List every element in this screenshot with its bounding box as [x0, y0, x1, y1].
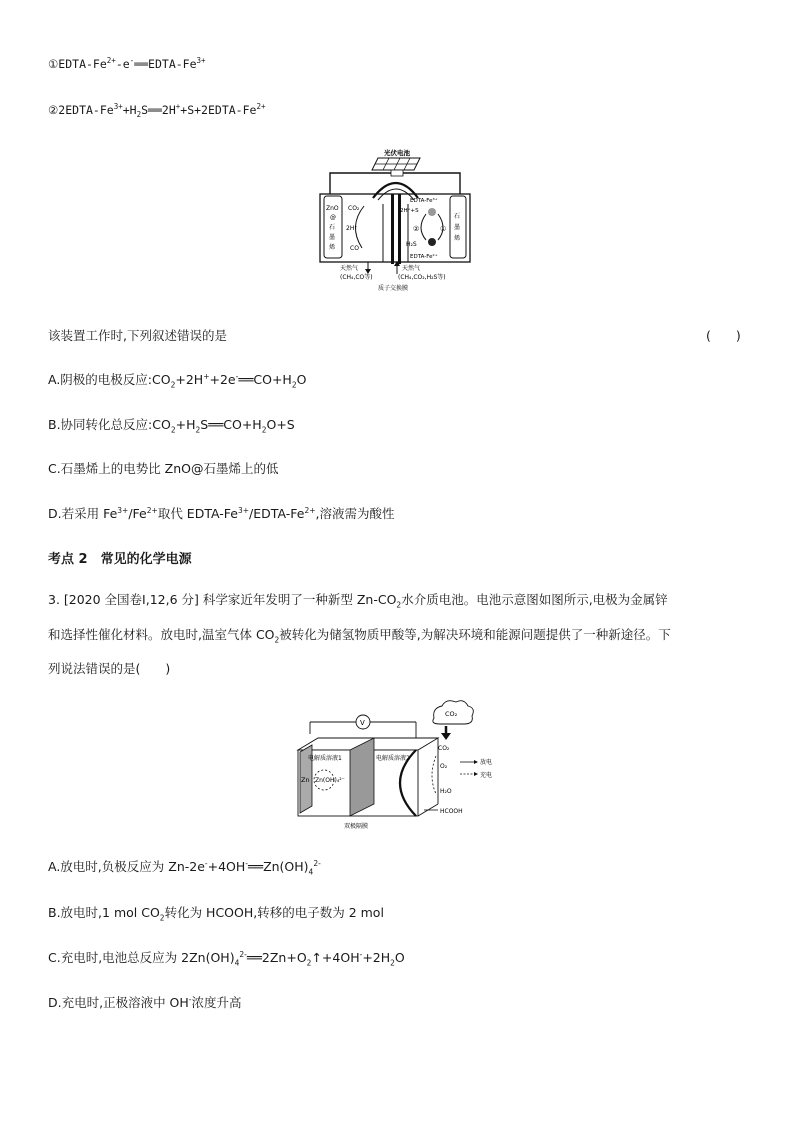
o2-label: O₂ — [440, 763, 448, 770]
sol2-label: 电解质溶液2 — [376, 755, 410, 762]
right-electrode-2: 墨 — [454, 224, 461, 231]
q2-option-c[interactable]: C.石墨烯上的电势比 ZnO@石墨烯上的低 — [48, 461, 279, 476]
cloud-co2: CO₂ — [445, 710, 458, 718]
membrane2-label: 双极隔膜 — [344, 823, 369, 830]
two-h-s-label: 2H⁺+S — [400, 208, 419, 214]
solar-label: 光伏电池 — [384, 149, 410, 157]
right-electrode-3: 烯 — [454, 235, 461, 242]
membrane-label: 质子交换膜 — [378, 285, 409, 292]
co2-right: CO₂ — [438, 745, 450, 752]
voltmeter-label: V — [360, 719, 365, 727]
reaction-1: ①EDTA-$Fe^{2+}-e^-══EDTA-Fe^{3+}$ — [48, 56, 206, 71]
gas-left-2: (CH₄,CO等) — [340, 274, 373, 281]
edta3-label: EDTA-Fe³⁺ — [410, 198, 438, 204]
left-electrode-3: 石 — [329, 224, 336, 231]
gas-right-1: 天然气 — [402, 265, 421, 272]
q3-option-b[interactable]: B.放电时,1 mol $CO_2$转化为 HCOOH,转移的电子数为 2 mol — [48, 905, 384, 923]
circle-2-label: ② — [413, 225, 420, 233]
q3-option-c[interactable]: C.充电时,电池总反应为 $2Zn(OH)_4^{2-}══2Zn+O_2↑+4OH^-+2H_2O$ — [48, 949, 405, 968]
q2-option-a[interactable]: A.阴极的电极反应$:CO_2+2H^++2e^-══CO+H_2O$ — [48, 371, 307, 390]
battery-diagram — [288, 698, 504, 832]
hcooh-label: HCOOH — [440, 808, 463, 815]
reaction-2: $②2EDTA-Fe^{3+}+H_2S══2H^++S+2EDTA-Fe^{2+}$ — [48, 102, 266, 120]
gas-right-2: (CH₄,CO₂,H₂S等) — [398, 274, 446, 281]
q3-option-d[interactable]: D.充电时,正极溶液中 OH-浓度升高 — [48, 994, 242, 1010]
left-electrode-2: @ — [330, 214, 336, 221]
gas-left-1: 天然气 — [340, 265, 359, 272]
discharge-label: 放电 — [480, 759, 493, 766]
answer-bracket: ( ) — [706, 328, 741, 343]
h2s-label: H₂S — [406, 241, 417, 248]
q2-option-d[interactable]: D.若采用 $Fe^{3+}/Fe^{2+}$取代 EDTA-$Fe^{3+}/EDTA-Fe^{2+}$,溶液需为酸性 — [48, 505, 395, 521]
right-electrode-1: 石 — [454, 213, 461, 220]
zn-label: Zn — [301, 776, 310, 784]
left-electrode-4: 墨 — [329, 234, 336, 241]
electrolysis-diagram — [318, 148, 478, 296]
znoh-label: Zn(OH)₄²⁻ — [315, 777, 345, 784]
q3-stem: 3. [2020 全国卷Ⅰ,12,6 分] 科学家近年发明了一种新型 $Zn-CO_2$水介质电池。电池示意图如图所示,电极为金属锌 和选择性催化材料。放电时,温室气体 $CO_2$被转化为储氢物质甲酸等,为解决环境和能源问题提供了一种新途径。下 列说法错误的是( ) — [48, 592, 671, 676]
circle-1-label: ① — [440, 225, 447, 233]
co-label: CO — [350, 245, 359, 252]
charge-label: 充电 — [480, 772, 493, 779]
h2o-label: H₂O — [440, 788, 452, 795]
sol1-label: 电解质溶液1 — [308, 755, 342, 762]
q2-stem: 该装置工作时,下列叙述错误的是 — [48, 328, 227, 343]
q3-option-a[interactable]: A.放电时,负极反应为 $Zn-2e^-+4OH^-══Zn(OH)_4^{2-}$ — [48, 858, 321, 877]
left-electrode-1: ZnO — [326, 205, 339, 212]
q2-option-b[interactable]: B.协同转化总反应$:CO_2+H_2S══CO+H_2O+S$ — [48, 417, 295, 435]
section-heading: 考点 2 常见的化学电源 — [48, 552, 192, 567]
edta2-label: EDTA-Fe²⁺ — [410, 254, 438, 260]
co2-label: CO₂ — [348, 205, 360, 212]
two-h-label: 2H⁺ — [346, 225, 358, 232]
left-electrode-5: 烯 — [329, 244, 336, 251]
